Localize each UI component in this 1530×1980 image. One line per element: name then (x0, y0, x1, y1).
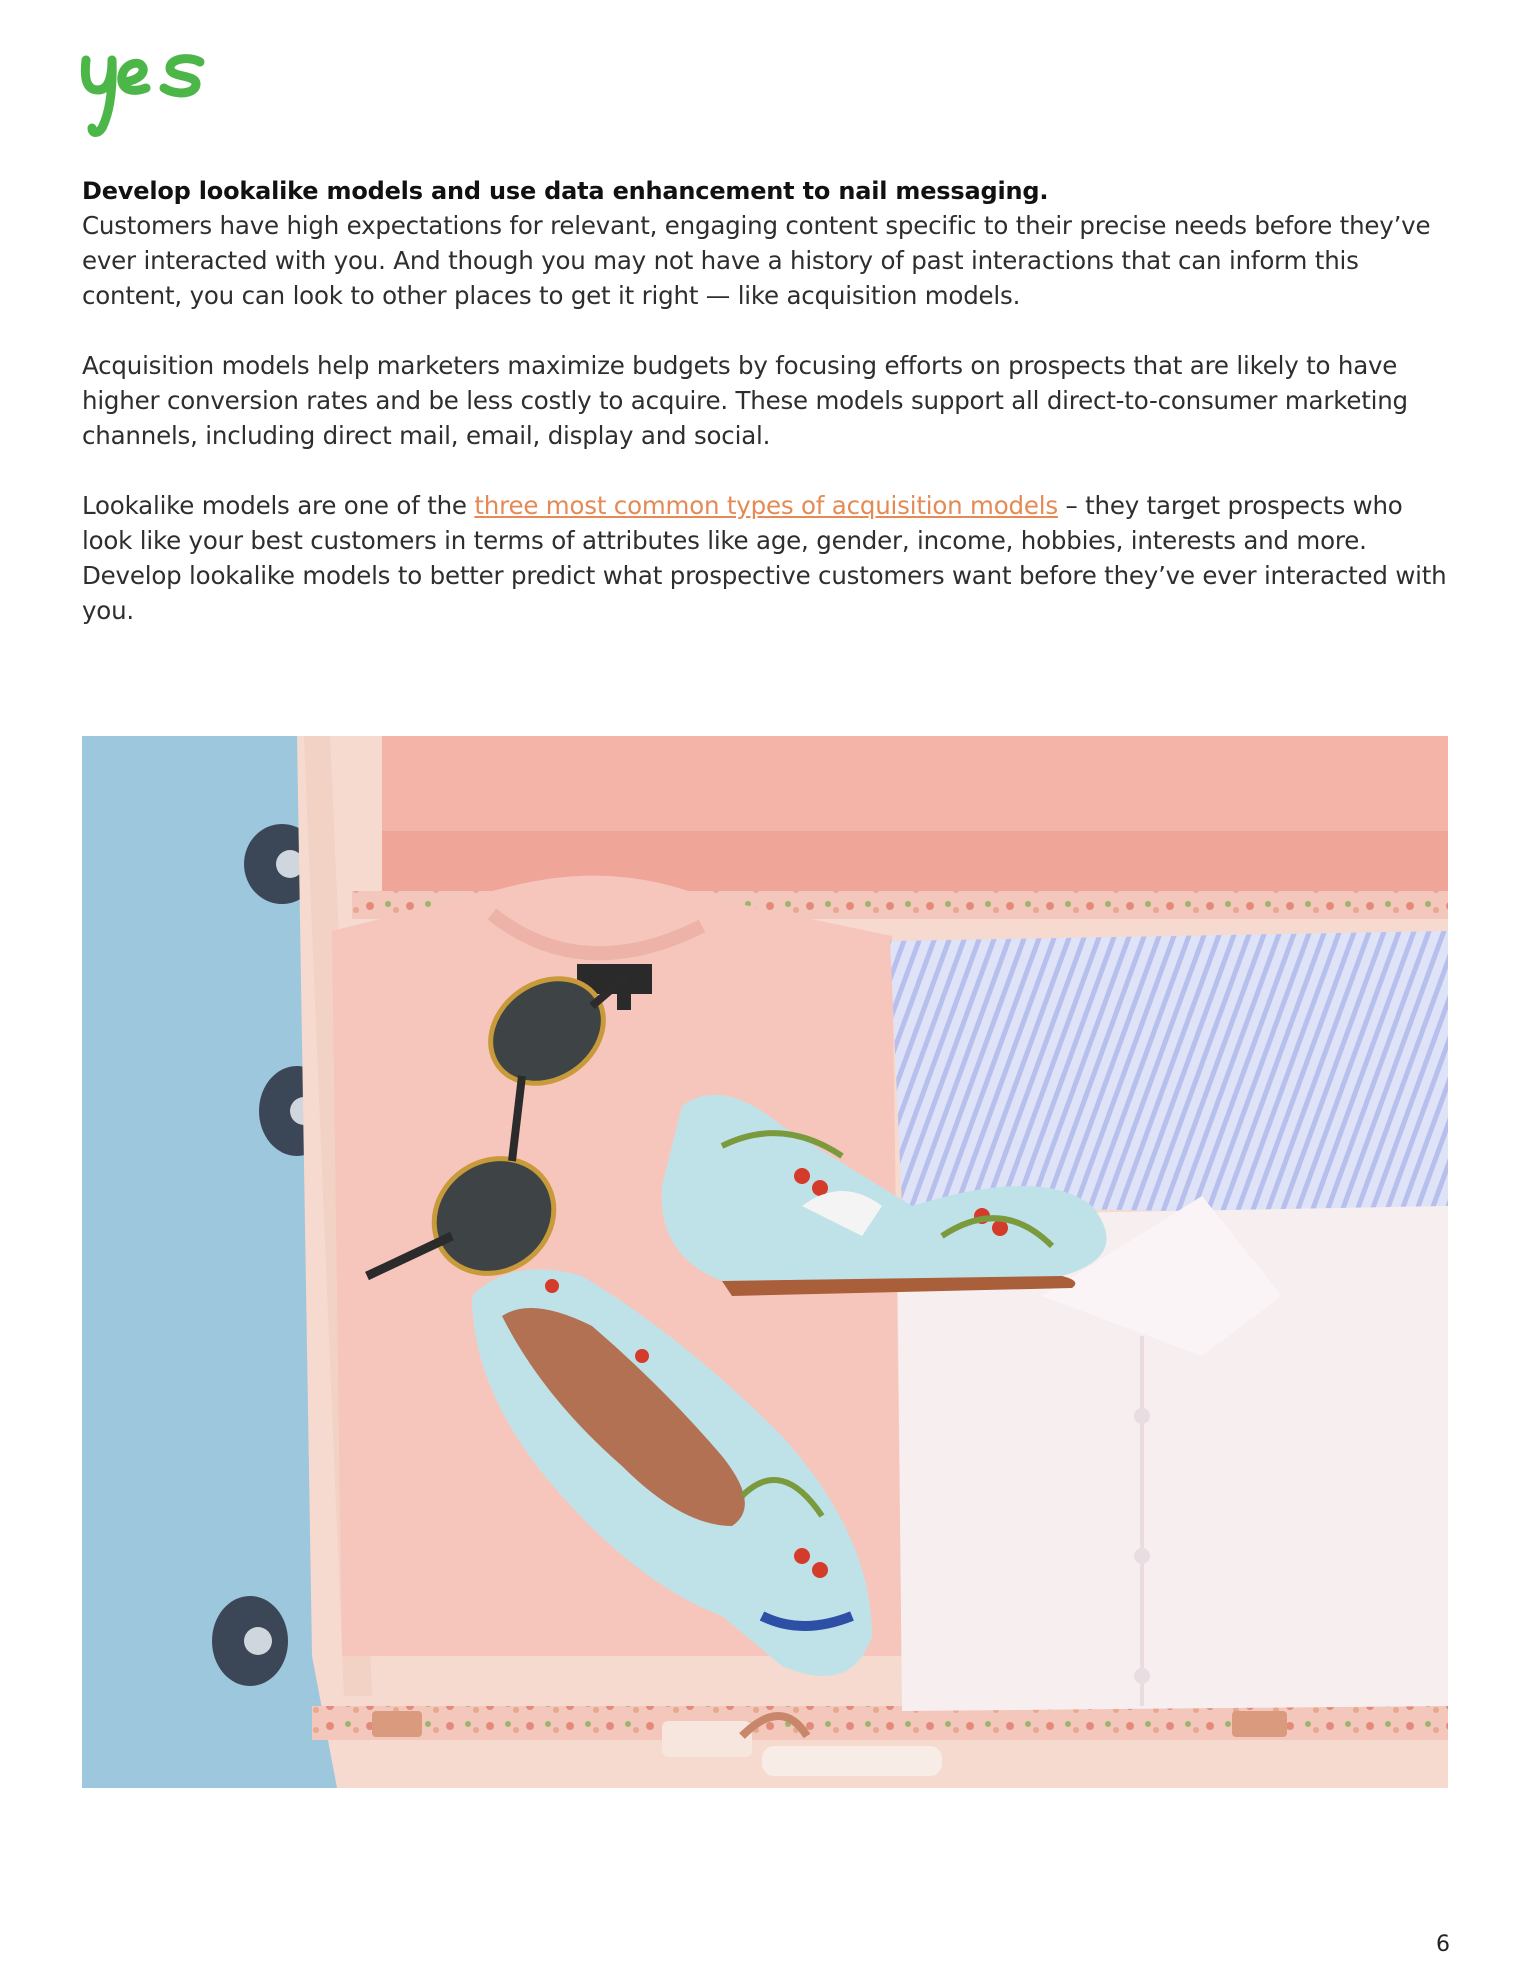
suitcase-photo (82, 736, 1448, 1788)
paragraph-acquisition-models: Acquisition models help marketers maximize budgets by focusing efforts on prospects that are likely to have higher conversion rates and be less costly to acquire. These models support all direct-to-consumer marketing channels, including direct mail, email, display and social. (82, 351, 1408, 450)
suitcase-illustration (82, 736, 1448, 1788)
page-number: 6 (1436, 1932, 1450, 1957)
paragraph-lookalike-models (82, 488, 1452, 628)
paragraph-intro: Customers have high expectations for relevant, engaging content specific to their precise needs before they’ve ever interacted with you. And though you may not have a history of past interactions that can inform this content, you can look to other places to get it right — like acquisition models. (82, 211, 1431, 310)
section-heading: Develop lookalike models and use data enhancement to nail messaging. (82, 177, 1049, 205)
acquisition-models-link[interactable]: three most common types of acquisition models (474, 491, 1058, 520)
article-body (82, 174, 1452, 663)
paragraph-lookalike-text-after: – they target prospects who look like your best customers in terms of attributes like age, gender, income, hobbies, interests and more. Develop lookalike models to better predict what prospective customers want before they’ve ever interacted with you. (82, 491, 1447, 625)
yes-logo (80, 50, 212, 138)
yes-logo-mark (80, 50, 212, 138)
paragraph-lookalike-text-before: Lookalike models are one of the (82, 491, 475, 520)
